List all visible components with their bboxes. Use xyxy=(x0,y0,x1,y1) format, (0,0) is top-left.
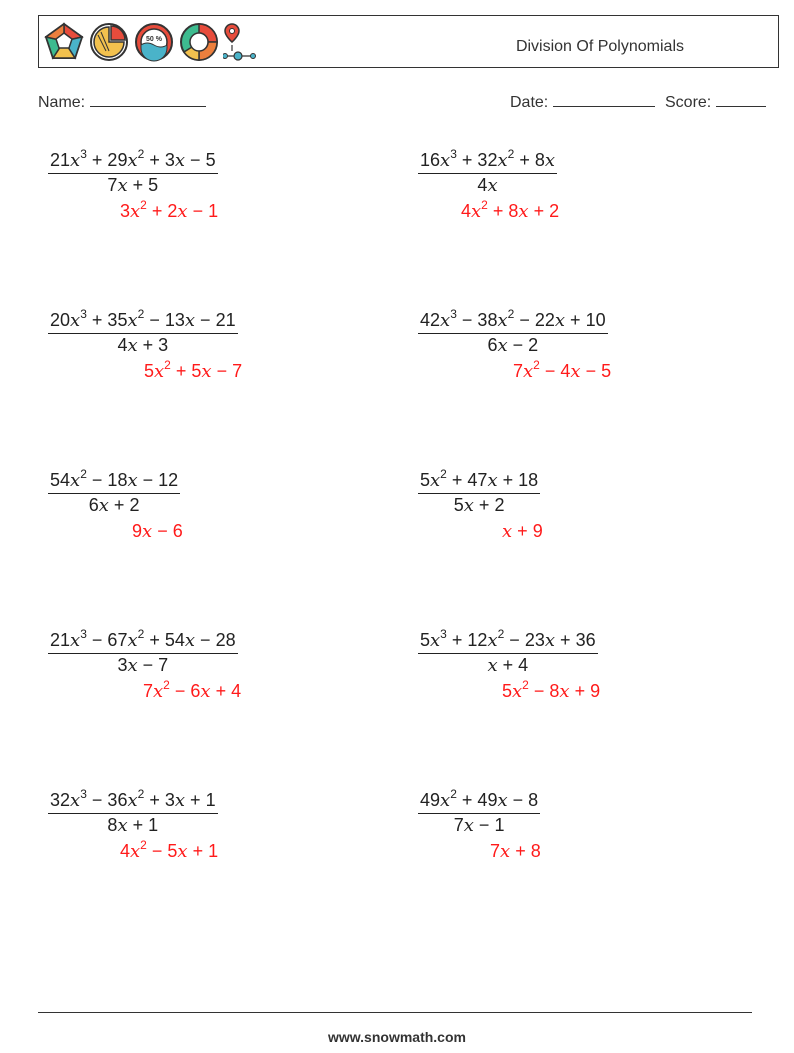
fraction xyxy=(48,307,238,357)
numerator: $16x^3 + 32x^2 + 8x$ xyxy=(418,150,557,174)
denominator: 8x + 1 xyxy=(107,815,159,836)
logo-percent-text: 50 % xyxy=(146,36,162,43)
denominator: 7x + 5 xyxy=(107,175,159,196)
answer: $5x^2 + 5x - 7$ xyxy=(144,358,243,382)
date-field xyxy=(510,93,655,112)
fraction xyxy=(48,627,238,677)
percent-icon xyxy=(133,21,175,63)
fraction xyxy=(48,147,218,197)
fraction xyxy=(48,467,180,517)
footer-url[interactable]: www.snowmath.com xyxy=(328,1029,466,1045)
numerator: $20x^3 + 35x^2 - 13x - 21$ xyxy=(48,310,238,334)
score-blank[interactable] xyxy=(716,93,766,107)
name-field xyxy=(38,93,206,112)
map-pin-network-icon xyxy=(223,21,257,63)
numerator: $54x^2 - 18x - 12$ xyxy=(48,470,180,494)
score-label: Score: xyxy=(665,94,712,111)
denominator: 5x + 2 xyxy=(453,495,505,516)
fraction xyxy=(418,147,557,197)
logo-strip xyxy=(43,20,257,64)
denominator: 7x − 1 xyxy=(453,815,505,836)
donut-chart-icon xyxy=(178,21,220,63)
numerator: $49x^2 + 49x - 8$ xyxy=(418,790,540,814)
answer: $4x^2 + 8x + 2$ xyxy=(461,198,560,222)
numerator: $42x^3 - 38x^2 - 22x + 10$ xyxy=(418,310,608,334)
denominator: 3x − 7 xyxy=(117,655,169,676)
fraction xyxy=(418,467,540,517)
answer: $7x^2 - 6x + 4$ xyxy=(143,678,242,702)
answer: 7x + 8 xyxy=(490,841,541,862)
worksheet-header xyxy=(38,15,779,68)
denominator: 6x + 2 xyxy=(88,495,140,516)
fraction xyxy=(418,307,608,357)
name-label: Name: xyxy=(38,94,86,111)
fraction xyxy=(48,787,218,837)
worksheet-title: Division Of Polynomials xyxy=(515,38,684,55)
answer: $7x^2 - 4x - 5$ xyxy=(513,358,612,382)
numerator: $21x^3 - 67x^2 + 54x - 28$ xyxy=(48,630,238,654)
answer: $3x^2 + 2x - 1$ xyxy=(120,198,219,222)
numerator: $21x^3 + 29x^2 + 3x - 5$ xyxy=(48,150,218,174)
answer: $4x^2 - 5x + 1$ xyxy=(120,838,219,862)
name-blank[interactable] xyxy=(90,93,206,107)
date-blank[interactable] xyxy=(553,93,655,107)
answer: 9x − 6 xyxy=(132,521,183,542)
denominator: 6x − 2 xyxy=(487,335,539,356)
answer: $5x^2 - 8x + 9$ xyxy=(502,678,601,702)
footer-divider xyxy=(38,1012,752,1013)
numerator: $5x^3 + 12x^2 - 23x + 36$ xyxy=(418,630,598,654)
numerator: $5x^2 + 47x + 18$ xyxy=(418,470,540,494)
denominator: x + 4 xyxy=(487,655,529,676)
score-field xyxy=(665,93,766,112)
pentagon-icon xyxy=(43,21,85,63)
date-label: Date: xyxy=(510,94,549,111)
numerator: $32x^3 - 36x^2 + 3x + 1$ xyxy=(48,790,218,814)
denominator: 4x xyxy=(477,175,498,196)
pie-chart-icon xyxy=(88,21,130,63)
answer: x + 9 xyxy=(502,521,543,542)
fraction xyxy=(418,627,598,677)
denominator: 4x + 3 xyxy=(117,335,169,356)
fraction xyxy=(418,787,540,837)
